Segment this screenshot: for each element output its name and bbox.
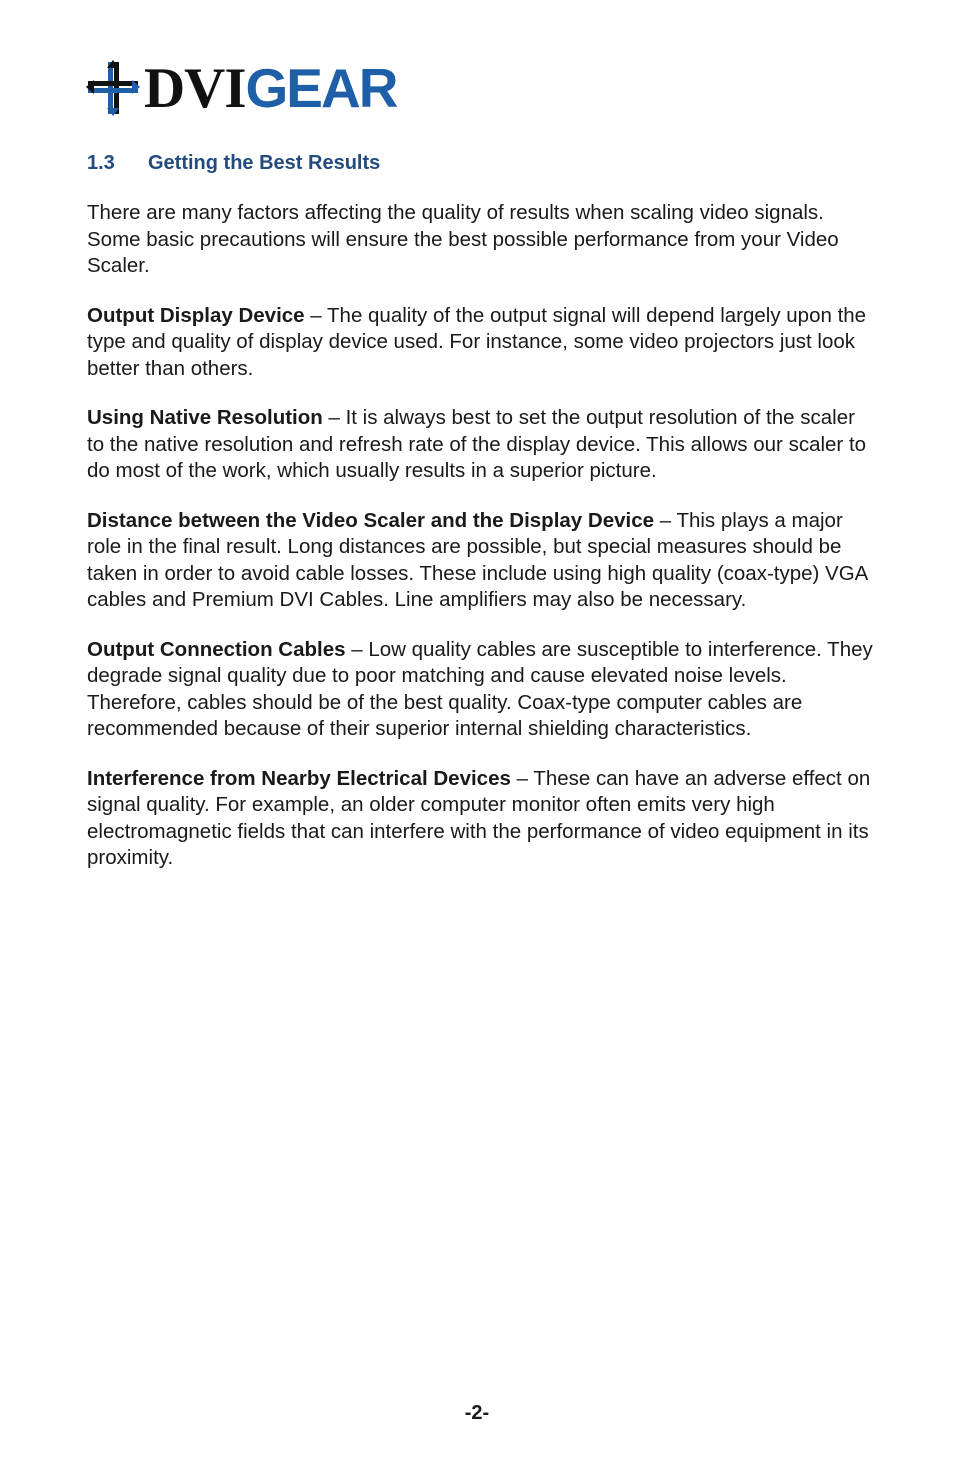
item-text: – It is always best to set the output resolution of the scaler to the native resolution and refresh rate of the display device. This allows our scaler to do most of the work, which usually results in a superior picture. (87, 406, 867, 482)
item-text: – These can have an adverse effect on signal quality. For example, an older computer monitor often emits very high electromagnetic fields that can interfere with the performance of video equipment in its proximity. (87, 766, 871, 869)
item-term: Interference from Nearby Electrical Devices (87, 766, 511, 790)
item-paragraph (87, 405, 873, 485)
logo-wordmark (144, 56, 397, 120)
logo-cross-icon (86, 60, 140, 116)
section-title: Getting the Best Results (148, 152, 381, 174)
brand-logo (86, 56, 397, 120)
item-term: Output Display Device (87, 303, 305, 327)
item-text: – Low quality cables are susceptible to interference. They degrade signal quality due to poor matching and cause elevated noise levels. Therefore, cables should be of the best quality. Coax-type computer cables are recommended because of their superior internal shielding characteristics. (87, 637, 873, 740)
logo-text-dvi: DVI (144, 56, 246, 120)
item-text: – The quality of the output signal will depend largely upon the type and quality of display device used. For instance, some video projectors just look better than others. (87, 303, 867, 380)
item-term: Output Connection Cables (87, 637, 346, 661)
item-paragraph (87, 766, 873, 872)
intro-paragraph: There are many factors affecting the quality of results when scaling video signals. Some basic precautions will ensure the best possible performance from your Video Scaler. (87, 201, 839, 277)
section-number: 1.3 (87, 152, 115, 174)
page-number: -2- (464, 1402, 490, 1424)
logo-text-gear: GEAR (245, 56, 397, 119)
item-paragraph (87, 637, 873, 743)
item-term: Distance between the Video Scaler and the Display Device (87, 508, 655, 532)
item-term: Using Native Resolution (87, 406, 323, 429)
section-heading (87, 152, 380, 175)
item-text: – This plays a major role in the final result. Long distances are possible, but special measures should be taken in order to avoid cable losses. These include using high quality (coax-type) VGA cables and Premium DVI Cables. Line amplifiers may also be necessary. (87, 508, 868, 611)
item-paragraph (87, 303, 873, 383)
document-body (87, 200, 873, 895)
item-paragraph (87, 508, 873, 614)
